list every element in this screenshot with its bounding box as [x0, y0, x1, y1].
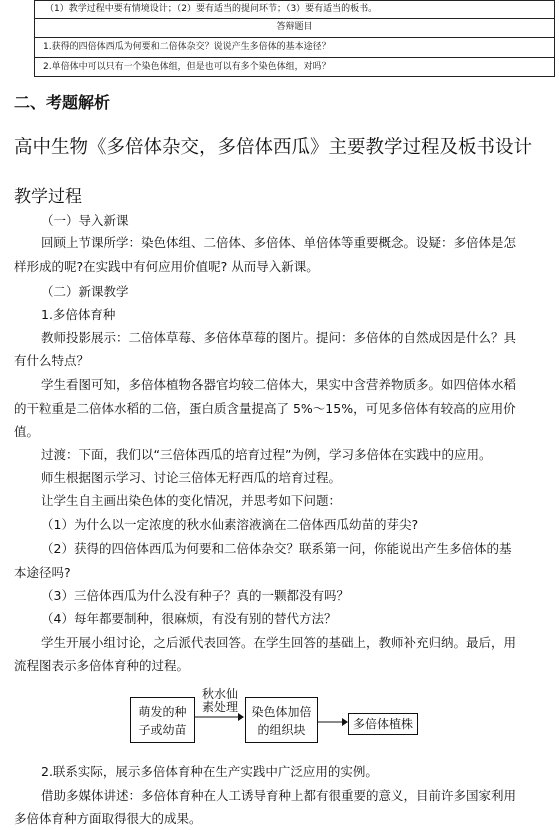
flow-arrow-label-line-1: 秋水仙 [201, 687, 238, 701]
flow-box-doubled-tissue-line-2: 的组织块 [257, 723, 306, 737]
transition-line: 过渡：下面，我们以“三倍体西瓜的培育过程”为例，学习多倍体在实践中的应用。 [41, 447, 492, 462]
student-line-3: 值。 [14, 424, 40, 439]
section-heading: 二、考题解析 [14, 93, 111, 112]
summary-line-1: 学生开展小组讨论，之后派代表回答。在学生回答的基础上，教师补充归纳。最后，用 [41, 635, 517, 650]
media-line-1: 借助多媒体讲述：多倍体育种在人工诱导育种上都有很重要的意义，目前许多国家利用 [41, 788, 517, 803]
media-line-2: 多倍体育种方面取得很大的成果。 [14, 811, 202, 826]
teacher-line-2: 有什么特点？ [14, 353, 90, 368]
flow-arrow-1-icon [195, 712, 245, 722]
student-line-1: 学生看图可知，多倍体植物各器官均较二倍体大，果实中含营养物质多。如四倍体水稻 [41, 377, 517, 392]
question-d: （4）每年都要制种，很麻烦，有没有别的替代方法？ [41, 611, 337, 626]
student-line-2: 的干粒重是二倍体水稻的二倍，蛋白质含量提高了 5%～15%，可见多倍体有较高的应用价 [14, 401, 516, 416]
question-1: 1.获得的四倍体西瓜为何要和二倍体杂交？说说产生多倍体的基本途径？ [35, 37, 554, 58]
flow-box-polyploid-plant: 多倍体植株 [348, 713, 418, 735]
subheading-2: 2.联系实际，展示多倍体育种在生产实践中广泛应用的实例。 [41, 764, 378, 779]
question-a: （1）为什么以一定浓度的秋水仙素溶液滴在二倍体西瓜幼苗的芽尖? [41, 517, 419, 532]
main-title: 高中生物《多倍体杂交，多倍体西瓜》主要教学过程及板书设计 [14, 137, 533, 158]
task-line: 让学生自主画出染色体的变化情况，并思考如下问题： [41, 493, 342, 508]
flow-arrow-2-icon [318, 717, 348, 727]
teacher-line-1: 教师投影展示：二倍体草莓、多倍体草莓的图片。提问：多倍体的自然成因是什么？具 [41, 330, 517, 345]
exam-requirements-table [34, 0, 555, 77]
intro-line-1: 回顾上节课所学：染色体组、二倍体、多倍体、单倍体等重要概念。设疑：多倍体是怎 [41, 235, 517, 250]
flow-arrow-label-line-2: 素处理 [201, 700, 238, 714]
question-b-line-1: （2）获得的四倍体西瓜为何要和二倍体杂交？联系第一问，你能说出产生多倍体的基 [41, 541, 512, 556]
process-heading: 教学过程 [14, 187, 82, 207]
question-c: （3）三倍体西瓜为什么没有种子？真的一颗都没有吗？ [41, 588, 349, 603]
flow-arrow-label [197, 688, 243, 714]
summary-line-2: 流程图表示多倍体育种的过程。 [14, 658, 190, 673]
new-lesson-heading: （二）新课教学 [41, 284, 129, 299]
subheading-1: 1.多倍体育种 [41, 307, 116, 322]
flow-box-doubled-tissue-line-1: 染色体加倍 [251, 705, 312, 719]
intro-heading: （一）导入新课 [41, 213, 129, 228]
requirements-row: （1）教学过程中要有情境设计；（2）要有适当的提问环节；（3）要有适当的板书。 [35, 1, 554, 19]
flow-box-seedling-line-2: 子或幼苗 [138, 723, 187, 737]
flow-box-doubled-tissue [245, 697, 318, 743]
flow-box-seedling-line-1: 萌发的种 [138, 705, 187, 719]
question-b-line-2: 本途径吗? [14, 565, 71, 580]
intro-line-2: 样形成的呢?在实践中有何应用价值呢? 从而导入新课。 [14, 259, 319, 274]
question-2: 2.单倍体中可以只有一个染色体组，但是也可以有多个染色体组，对吗？ [43, 62, 331, 72]
discussion-line: 师生根据图示学习、讨论三倍体无籽西瓜的培育过程。 [41, 470, 342, 485]
answer-header: 答辩题目 [35, 18, 554, 38]
flow-box-seedling [130, 697, 195, 743]
